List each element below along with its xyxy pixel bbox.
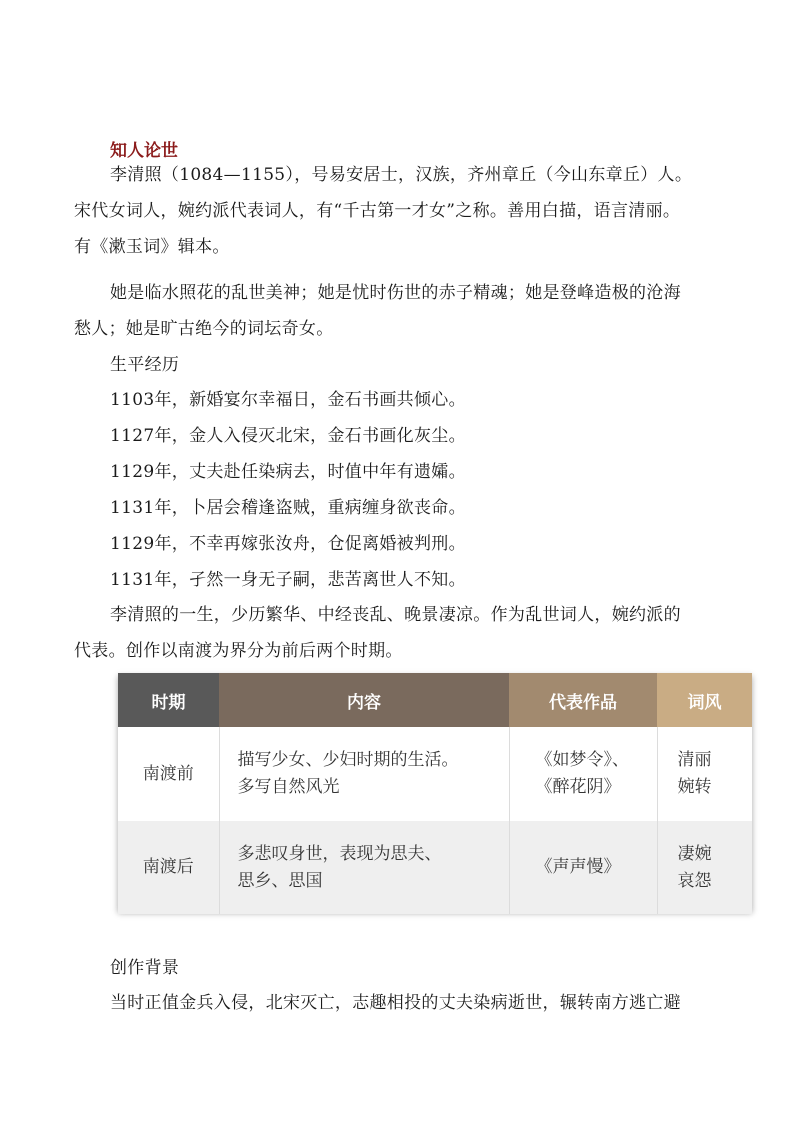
cell-content: [219, 821, 509, 914]
header-period: 时期: [118, 673, 219, 727]
style-line: 哀怨: [677, 870, 712, 891]
content-line: 多悲叹身世，表现为思夫、: [237, 843, 442, 864]
style-line: 清丽: [677, 750, 712, 770]
praise-line-2: 愁人；她是旷古绝今的词坛奇女。: [74, 319, 334, 339]
summary-line-2: 代表。创作以南渡为界分为前后两个时期。: [74, 641, 403, 661]
style-line: 婉转: [677, 777, 712, 797]
section-heading: 知人论世: [110, 141, 178, 161]
summary-line-1: 李清照的一生，少历繁华、中经丧乱、晚景凄凉。作为乱世词人，婉约派的: [110, 605, 681, 625]
table-row: [118, 821, 752, 914]
cell-works: [509, 821, 657, 914]
cell-style: [657, 821, 752, 914]
works-line: 《如梦令》、: [535, 750, 629, 770]
intro-line-3: 有《漱玉词》辑本。: [74, 237, 230, 257]
table-header-row: [118, 673, 752, 727]
background-title: 创作背景: [110, 958, 180, 978]
intro-line-2: 宋代女词人，婉约派代表词人，有“千古第一才女”之称。善用白描，语言清丽。: [74, 201, 681, 221]
life-event-5: 1129年，不幸再嫁张汝舟，仓促离婚被判刑。: [110, 534, 466, 554]
life-event-6: 1131年，孑然一身无子嗣，悲苦离世人不知。: [110, 570, 466, 590]
background-text: 当时正值金兵入侵，北宋灭亡，志趣相投的丈夫染病逝世，辗转南方逃亡避: [110, 993, 681, 1013]
style-line: 凄婉: [677, 843, 712, 864]
life-event-3: 1129年，丈夫赴任染病去，时值中年有遗孀。: [110, 462, 466, 482]
cell-works: [509, 727, 657, 821]
cell-period: 南渡后: [118, 821, 219, 914]
content-line: 思乡、思国: [237, 870, 323, 891]
intro-line-1: 李清照（1084—1155），号易安居士，汉族，齐州章丘（今山东章丘）人。: [110, 165, 693, 185]
content-line: 多写自然风光: [237, 777, 340, 797]
cell-period: 南渡前: [118, 727, 219, 821]
cell-content: [219, 727, 509, 821]
works-line: 《醉花阴》: [535, 777, 621, 797]
life-event-2: 1127年，金人入侵灭北宋，金石书画化灰尘。: [110, 426, 466, 446]
table-row: [118, 727, 752, 821]
cell-style: [657, 727, 752, 821]
header-content: 内容: [219, 673, 509, 727]
works-line: 《声声慢》: [535, 857, 621, 877]
content-line: 描写少女、少妇时期的生活。: [237, 750, 459, 770]
life-event-4: 1131年，卜居会稽逢盗贼，重病缠身欲丧命。: [110, 498, 466, 518]
praise-line-1: 她是临水照花的乱世美神；她是忧时伤世的赤子精魂；她是登峰造极的沧海: [110, 283, 681, 303]
periods-table: [118, 673, 752, 910]
life-event-1: 1103年，新婚宴尔幸福日，金石书画共倾心。: [110, 390, 466, 410]
header-works: 代表作品: [509, 673, 657, 727]
header-style: 词风: [657, 673, 752, 727]
life-title: 生平经历: [110, 355, 180, 375]
